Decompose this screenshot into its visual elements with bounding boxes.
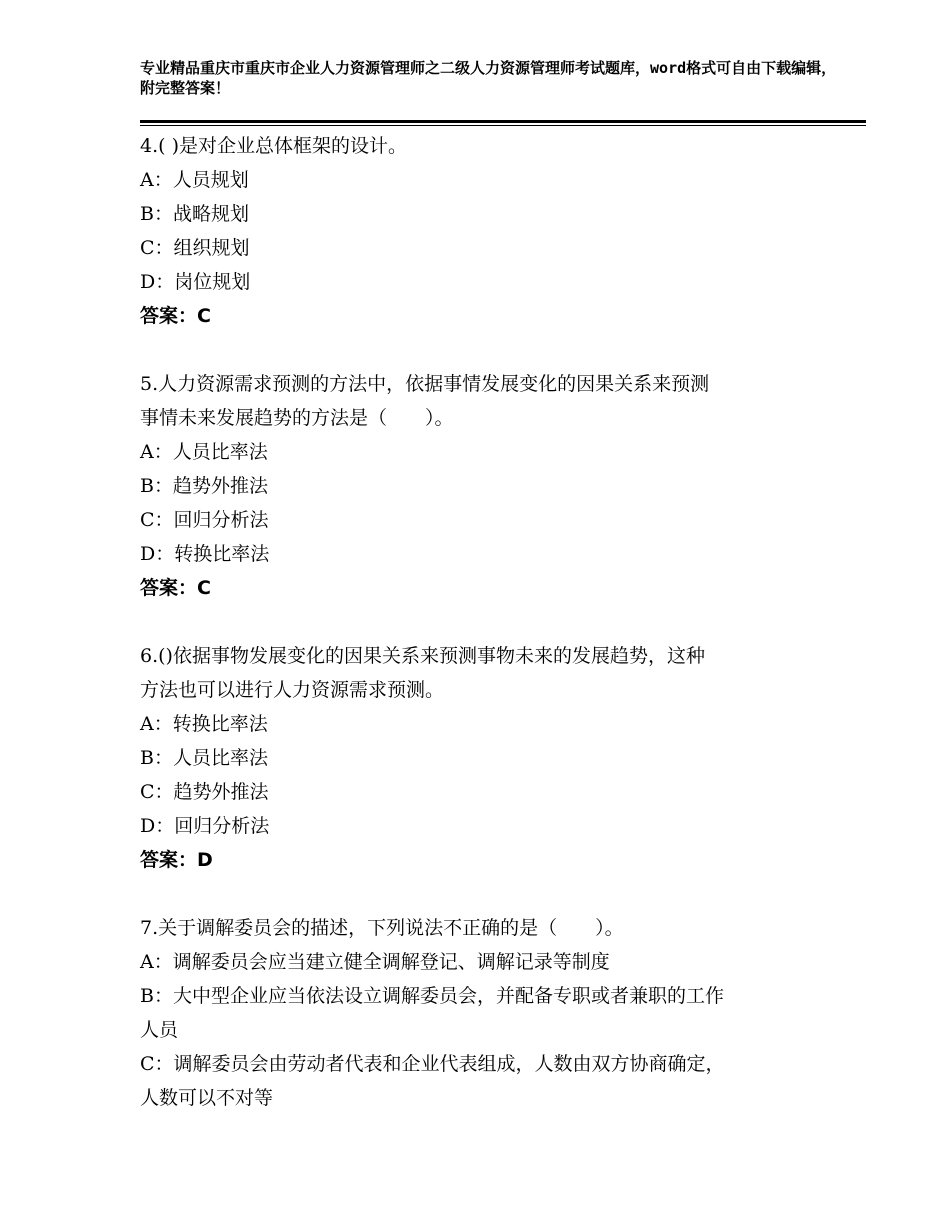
option-b: B：趋势外推法	[140, 475, 268, 497]
option-c: C：调解委员会由劳动者代表和企业代表组成，人数由双方协商确定，	[140, 1053, 725, 1075]
option-a: A：转换比率法	[140, 713, 268, 735]
question-4	[140, 129, 820, 333]
option-c: C：趋势外推法	[140, 781, 269, 803]
question-7	[140, 911, 820, 1115]
question-stem: 5.人力资源需求预测的方法中，依据事情发展变化的因果关系来预测	[140, 373, 710, 395]
question-6	[140, 639, 820, 877]
answer-label: 答案：D	[140, 849, 213, 871]
option-b-continued: 人员	[140, 1019, 179, 1041]
question-stem: 7.关于调解委员会的描述，下列说法不正确的是（ ）。	[140, 917, 624, 939]
option-c: C：回归分析法	[140, 509, 269, 531]
option-a: A：人员比率法	[140, 441, 268, 463]
option-b: B：大中型企业应当依法设立调解委员会，并配备专职或者兼职的工作	[140, 985, 724, 1007]
answer-label: 答案：C	[140, 305, 211, 327]
option-a: A：人员规划	[140, 169, 249, 191]
option-d: D：岗位规划	[140, 271, 251, 293]
question-stem-continued: 事情未来发展趋势的方法是（ ）。	[140, 407, 454, 429]
question-5	[140, 367, 820, 605]
answer-label: 答案：C	[140, 577, 211, 599]
question-list	[140, 129, 820, 1115]
option-c-continued: 人数可以不对等	[140, 1087, 274, 1109]
question-stem: 4.( )是对企业总体框架的设计。	[140, 135, 407, 157]
option-d: D：回归分析法	[140, 815, 270, 837]
document-header: 专业精品重庆市重庆市企业人力资源管理师之二级人力资源管理师考试题库，word格式可自由下载编辑，附完整答案！	[140, 59, 837, 97]
option-b: B：人员比率法	[140, 747, 268, 769]
option-a: A：调解委员会应当建立健全调解登记、调解记录等制度	[140, 951, 610, 973]
question-stem: 6.()依据事物发展变化的因果关系来预测事物未来的发展趋势，这种	[140, 645, 705, 667]
option-b: B：战略规划	[140, 203, 249, 225]
header-divider-thin	[140, 125, 866, 126]
question-stem-continued: 方法也可以进行人力资源需求预测。	[140, 679, 445, 701]
option-c: C：组织规划	[140, 237, 250, 259]
header-divider-thick	[140, 120, 866, 123]
option-d: D：转换比率法	[140, 543, 270, 565]
